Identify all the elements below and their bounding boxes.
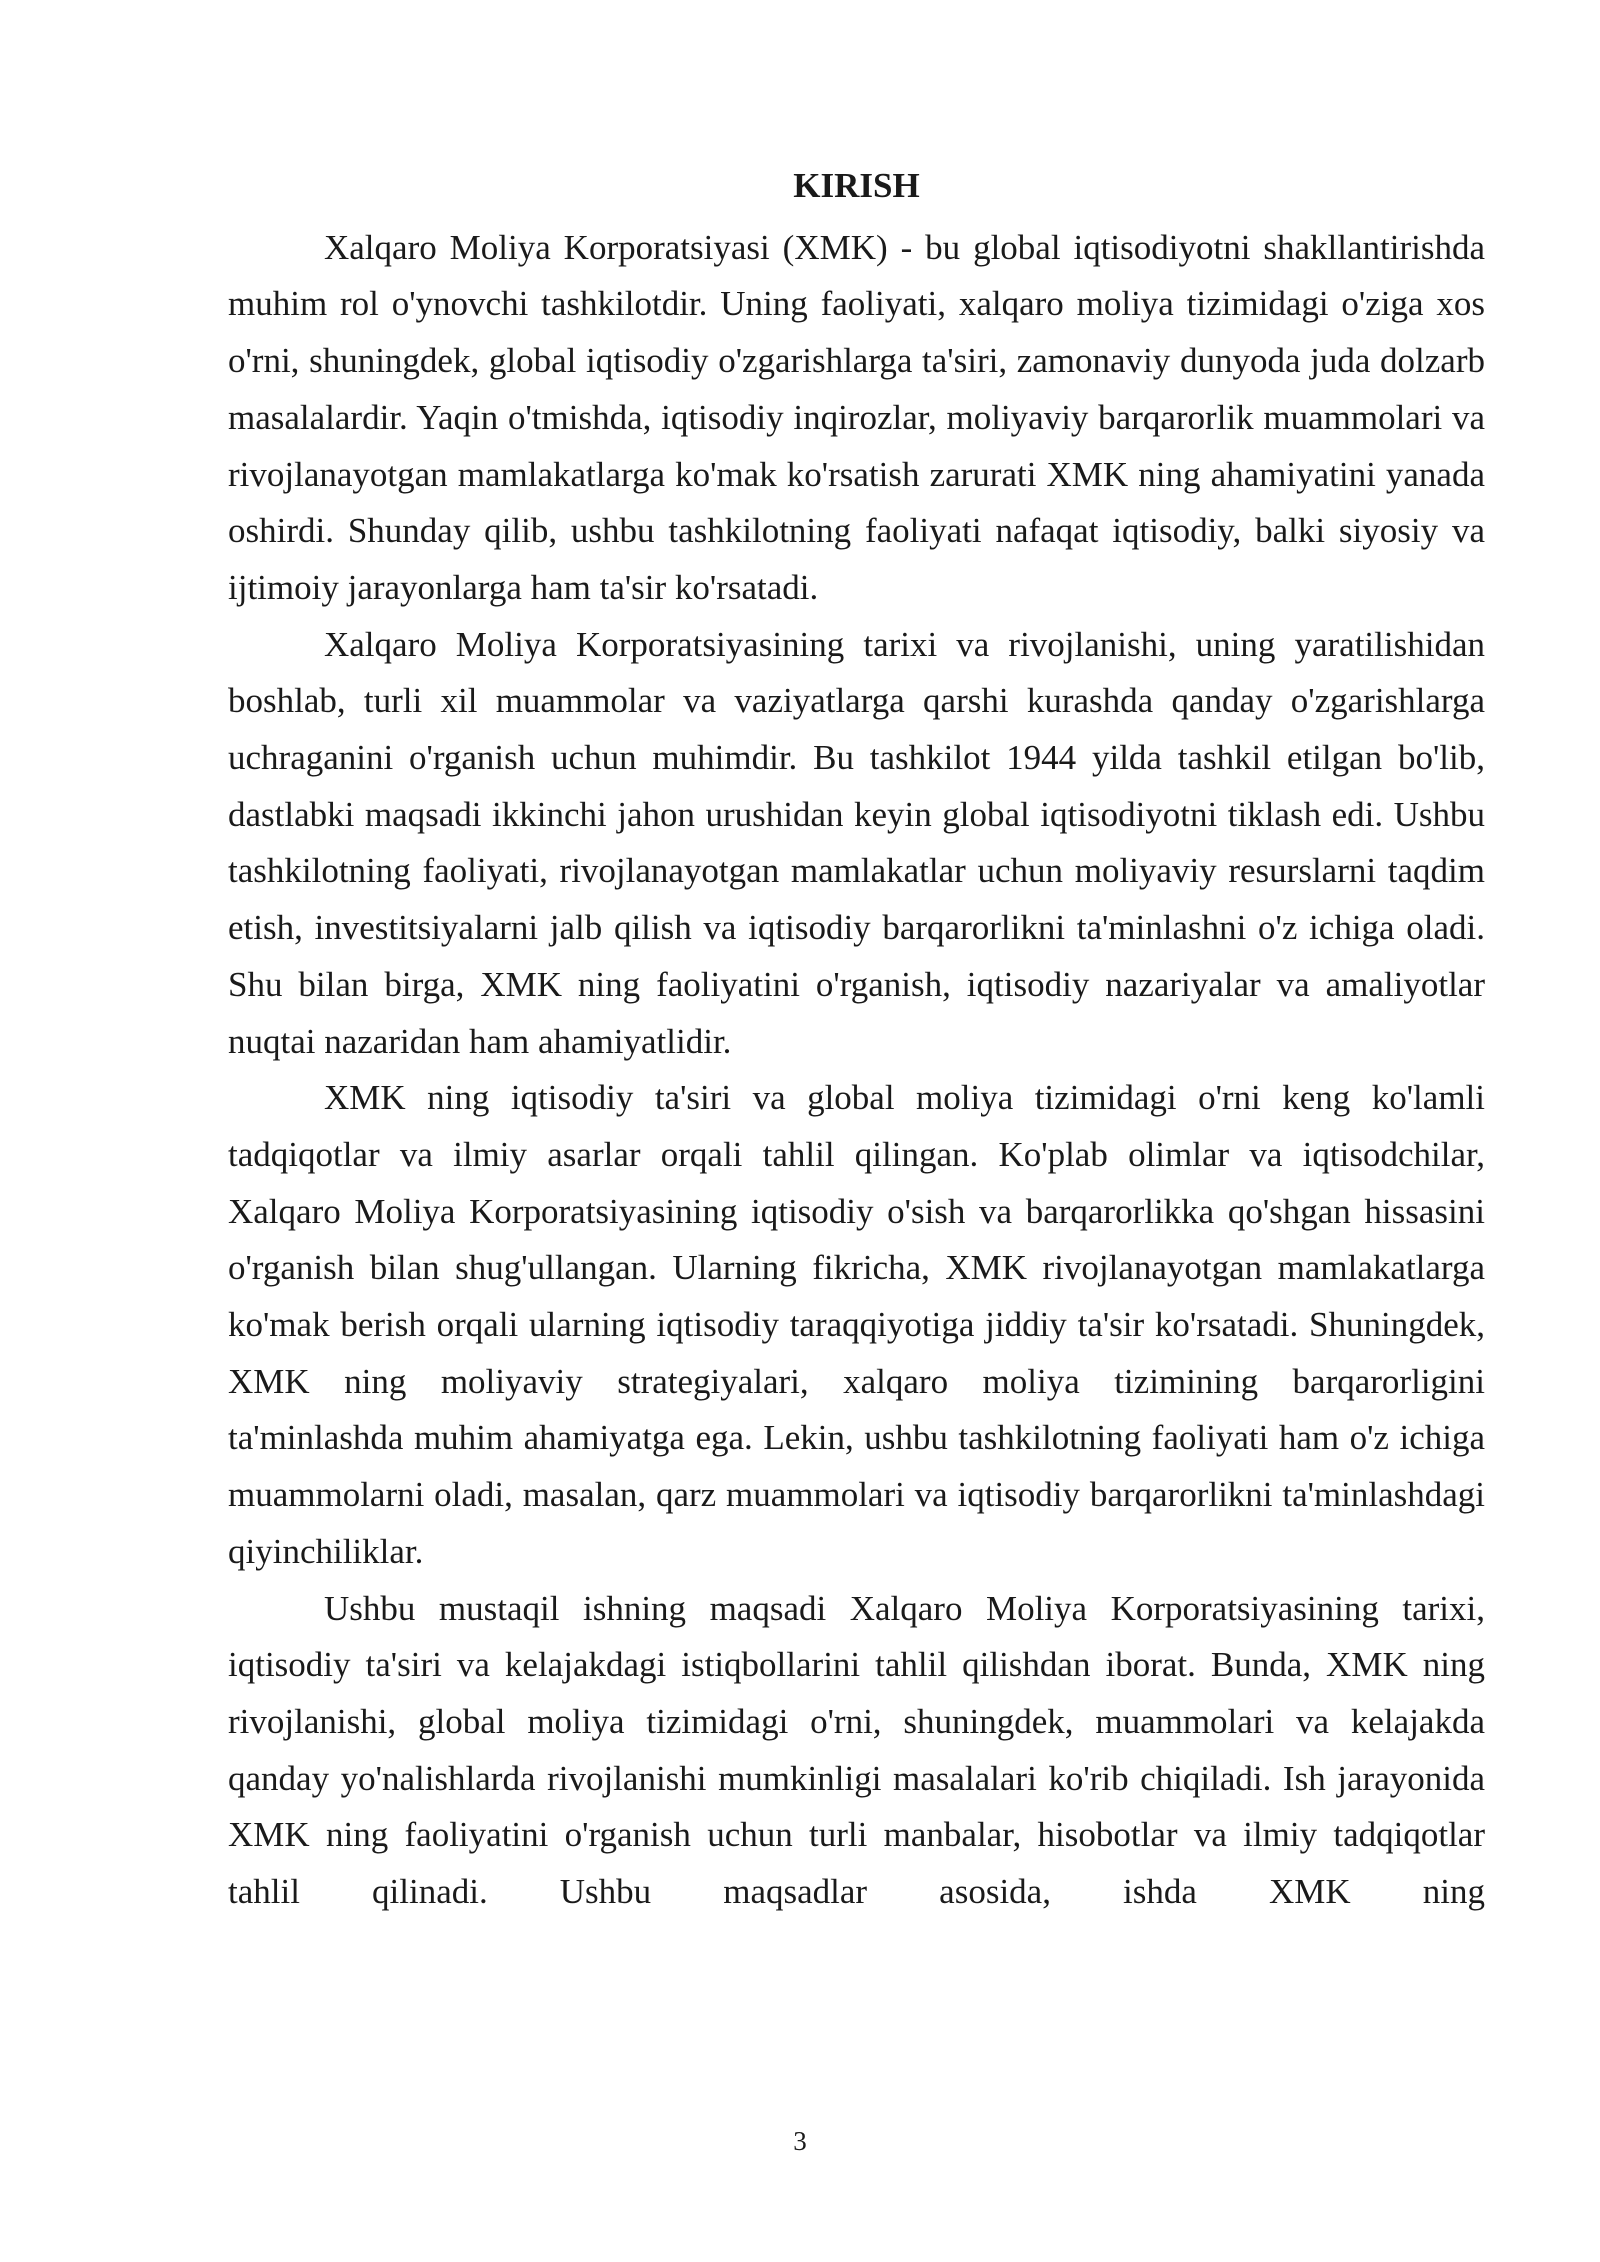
page-body [228,158,1485,1921]
paragraph-3: XMK ning iqtisodiy ta'siri va global moliya tizimidagi o'rni keng ko'lamli tadqiqotlar va ilmiy asarlar orqali tahlil qilingan. Ko'plab olimlar va iqtisodchilar, Xalqaro Moliya Korporatsiyasining iqtisodiy o'sish va barqarorlikka qo'shgan hissasini o'rganish bilan shug'ullangan. Ularning fikricha, XMK rivojlanayotgan mamlakatlarga ko'mak berish orqali ularning iqtisodiy taraqqiyotiga jiddiy ta'sir ko'rsatadi. Shuningdek, XMK ning moliyaviy strategiyalari, xalqaro moliya tizimining barqarorligini ta'minlashda muhim ahamiyatga ega. Lekin, ushbu tashkilotning faoliyati ham o'z ichiga muammolarni oladi, masalan, qarz muammolari va iqtisodiy barqarorlikni ta'minlashdagi qiyinchiliklar. [228,1078,1485,1571]
paragraph-2: Xalqaro Moliya Korporatsiyasining tarixi va rivojlanishi, uning yaratilishidan boshlab, turli xil muammolar va vaziyatlarga qarshi kurashda qanday o'zgarishlarga uchraganini o'rganish uchun muhimdir. Bu tashkilot 1944 yilda tashkil etilgan bo'lib, dastlabki maqsadi ikkinchi jahon urushidan keyin global iqtisodiyotni tiklash edi. Ushbu tashkilotning faoliyati, rivojlanayotgan mamlakatlar uchun moliyaviy resurslarni taqdim etish, investitsiyalarni jalb qilish va iqtisodiy barqarorlikni ta'minlashni o'z ichiga oladi. Shu bilan birga, XMK ning faoliyatini o'rganish, iqtisodiy nazariyalar va amaliyotlar nuqtai nazaridan ham ahamiyatlidir. [228,624,1485,1061]
page-number: 3 [793,2126,807,2156]
paragraph-4: Ushbu mustaqil ishning maqsadi Xalqaro Moliya Korporatsiyasining tarixi, iqtisodiy ta'siri va kelajakdagi istiqbollarini tahlil qilishdan iborat. Bunda, XMK ning rivojlanishi, global moliya tizimidagi o'rni, shuningdek, muammolari va kelajakda qanday yo'nalishlarda rivojlanishi mumkinligi masalalari ko'rib chiqiladi. Ish jarayonida XMK ning faoliyatini o'rganish uchun turli manbalar, hisobotlar va ilmiy tadqiqotlar tahlil qilinadi. Ushbu maqsadlar asosida, ishda XMK ning [228,1588,1485,1912]
paragraph-1: Xalqaro Moliya Korporatsiyasi (XMK) - bu global iqtisodiyotni shakllantirishda muhim rol o'ynovchi tashkilotdir. Uning faoliyati, xalqaro moliya tizimidagi o'ziga xos o'rni, shuningdek, global iqtisodiy o'zgarishlarga ta'siri, zamonaviy dunyoda juda dolzarb masalalardir. Yaqin o'tmishda, iqtisodiy inqirozlar, moliyaviy barqarorlik muammolari va rivojlanayotgan mamlakatlarga ko'mak ko'rsatish zarurati XMK ning ahamiyatini yanada oshirdi. Shunday qilib, ushbu tashkilotning faoliyati nafaqat iqtisodiy, balki siyosiy va ijtimoiy jarayonlarga ham ta'sir ko'rsatadi. [228,227,1485,607]
page-title: KIRISH [793,166,920,205]
